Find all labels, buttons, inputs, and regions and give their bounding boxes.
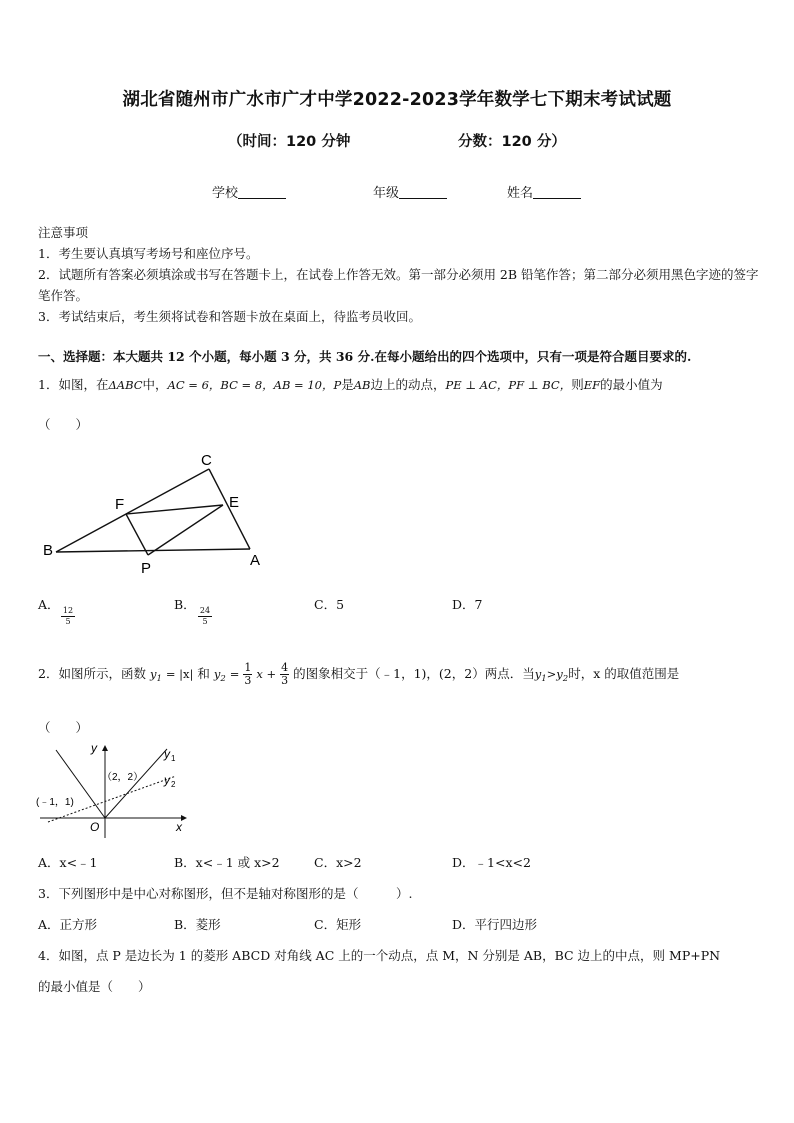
- q1-text: 边上的动点，: [370, 377, 446, 392]
- fraction-one-third: [243, 662, 252, 687]
- side-bc: [56, 469, 209, 552]
- grade-label: 年级: [373, 186, 400, 201]
- q1-option-b[interactable]: [174, 595, 196, 613]
- note-item-3: 3．考试结束后，考生须将试卷和答题卡放在桌面上，待监考员收回。: [38, 309, 421, 324]
- q1-math: PE ⊥ AC，PF ⊥ BC，: [445, 378, 572, 392]
- denominator: 5: [202, 617, 208, 626]
- q1-math: ΔABC: [108, 378, 143, 392]
- q1-text: 则: [571, 377, 584, 392]
- axis-label-x: x: [176, 820, 182, 834]
- axis-label-y: y: [91, 741, 97, 755]
- grade-field: [373, 182, 447, 201]
- q2-text: 的图象相交于（﹣1，1)，(2，2）两点．当: [293, 666, 535, 681]
- name-blank: [533, 186, 581, 199]
- q3-option-b[interactable]: B．菱形: [174, 917, 221, 932]
- page-title: 湖北省随州市广水市广才中学2022-2023学年数学七下期末考试试题: [122, 90, 672, 110]
- q3-option-a[interactable]: A．正方形: [38, 917, 98, 932]
- name-field: [507, 182, 581, 201]
- q2-math: >: [546, 667, 557, 681]
- label-y2-sub: 2: [171, 780, 176, 789]
- q2-math: y: [556, 667, 563, 681]
- note-item-2: 2．试题所有答案必须填涂或书写在答题卡上，在试卷上作答无效。第一部分必须用 2B 铅笔作答；第二部分必须用黑色字迹的签字笔作答。: [38, 267, 759, 303]
- option-label: B．: [174, 597, 196, 612]
- question-1-paren: （ ）: [38, 417, 89, 432]
- q1-math: EF: [583, 378, 601, 392]
- question-2-stem: [38, 662, 679, 687]
- q1-option-d[interactable]: D．7: [452, 597, 483, 612]
- q3-option-c[interactable]: C．矩形: [314, 917, 362, 932]
- q2-text: 2．如图所示，函数: [38, 666, 146, 681]
- q2-math: x +: [256, 667, 277, 681]
- q1-text: 中，: [142, 377, 168, 392]
- numerator: 4: [281, 661, 289, 674]
- option-label: A．: [38, 597, 60, 612]
- q2-option-b[interactable]: B．x<﹣1 或 x>2: [174, 855, 280, 870]
- notes-heading: 注意事项: [38, 225, 89, 240]
- label-y1: y: [164, 747, 170, 761]
- q1-option-a[interactable]: [38, 595, 60, 613]
- q1-math: AC = 6，BC = 8，AB = 10，: [167, 378, 334, 392]
- function-graph: [36, 740, 196, 840]
- q1-option-b-fraction: [198, 606, 212, 627]
- q2-math: y: [534, 667, 542, 681]
- q2-text: 和: [197, 666, 210, 681]
- exam-time: （时间：120 分钟: [228, 134, 351, 150]
- section-heading: 一、选择题：本大题共 12 个小题，每小题 3 分，共 36 分.在每小题给出的四个选项中，只有一项是符合题目要求的.: [38, 349, 692, 364]
- question-4-line-1: 4．如图，点 P 是边长为 1 的菱形 ABCD 对角线 AC 上的一个动点，点 M，N 分别是 AB，BC 边上的中点，则 MP+PN: [38, 948, 721, 963]
- fraction-four-thirds: [280, 662, 289, 687]
- q2-option-d[interactable]: D．﹣1<x<2: [452, 855, 531, 870]
- q2-option-c[interactable]: C．x>2: [314, 855, 362, 870]
- q2-math: y: [213, 667, 221, 681]
- name-label: 姓名: [507, 186, 534, 201]
- q1-math: AB: [353, 378, 371, 392]
- numerator: 24: [199, 606, 211, 615]
- notes-block: [38, 222, 760, 327]
- triangle-figure: [38, 455, 278, 580]
- q1-option-c[interactable]: C．5: [314, 597, 345, 612]
- label-a: A: [250, 552, 261, 569]
- label-y2: y: [164, 773, 170, 787]
- label-f: F: [115, 496, 125, 513]
- q2-sub: 1: [156, 674, 162, 684]
- question-2-paren: （ ）: [38, 720, 89, 735]
- point-label-neg1-1: (﹣1，1): [36, 797, 74, 808]
- question-1-stem: [38, 375, 663, 393]
- question-3-stem: 3．下列图形中是中心对称图形，但不是轴对称图形的是（ ）.: [38, 886, 413, 901]
- q1-text: 的最小值为: [600, 377, 663, 392]
- school-field: [212, 182, 286, 201]
- grade-blank: [399, 186, 447, 199]
- segment-pe: [148, 505, 223, 555]
- school-label: 学校: [212, 186, 239, 201]
- q2-sub: 2: [562, 674, 569, 684]
- label-b: B: [43, 542, 54, 559]
- point-label-2-2: （2，2）: [102, 772, 144, 783]
- y1-right-branch: [105, 749, 167, 818]
- denominator: 5: [65, 617, 71, 626]
- q2-math: = |x|: [165, 667, 194, 681]
- school-blank: [238, 186, 286, 199]
- q2-math: y: [149, 667, 157, 681]
- q2-math: =: [229, 667, 240, 681]
- note-item-1: 1．考生要认真填写考场号和座位序号。: [38, 246, 259, 261]
- q1-text: 是: [341, 377, 354, 392]
- q1-text: 1．如图，在: [38, 377, 109, 392]
- label-y1-sub: 1: [171, 754, 176, 763]
- origin-label: O: [90, 820, 100, 834]
- exam-score: 分数：120 分）: [458, 134, 566, 150]
- q2-sub: 2: [220, 674, 226, 684]
- denominator: 3: [281, 674, 289, 687]
- label-p: P: [141, 560, 152, 577]
- label-c: C: [201, 455, 212, 469]
- q3-option-d[interactable]: D．平行四边形: [452, 917, 538, 932]
- q1-option-a-fraction: [61, 606, 75, 627]
- label-e: E: [229, 494, 240, 511]
- denominator: 3: [244, 674, 252, 687]
- numerator: 12: [62, 606, 74, 615]
- q1-math: P: [333, 378, 342, 392]
- q2-option-a[interactable]: A．x<﹣1: [38, 855, 98, 870]
- q2-sub: 1: [541, 674, 547, 684]
- q2-text: 时，x 的取值范围是: [568, 666, 680, 681]
- question-4-line-2: 的最小值是（ ）: [38, 979, 151, 994]
- segment-fp: [126, 514, 148, 555]
- numerator: 1: [244, 661, 252, 674]
